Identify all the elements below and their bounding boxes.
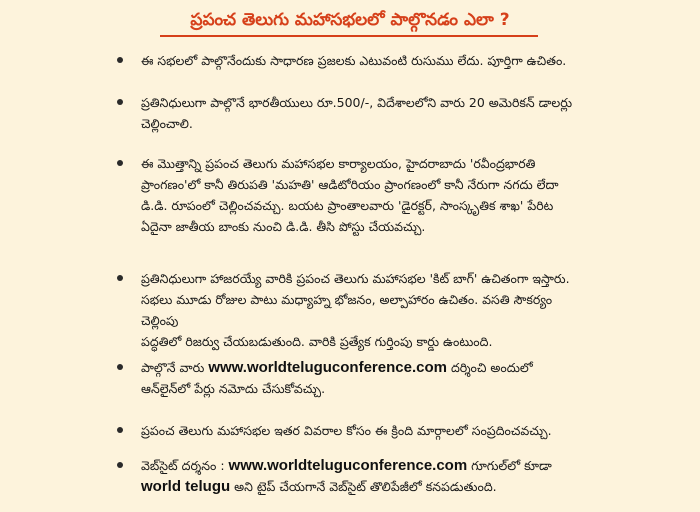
item-line: డి.డి. రూపంలో చెల్లించవచ్చు. బయట ప్రాంతాలవారు 'డైరక్టర్, సాంస్కృతిక శాఖ' పేరిట (141, 198, 554, 213)
item-text (141, 92, 593, 134)
item-line: ఈ మొత్తాన్ని ప్రపంచ తెలుగు మహాసభల కార్యాలయం, హైదరాబాదు 'రవీంద్రభారతి (141, 156, 536, 171)
item-text-segment: పాల్గొనే వారు (141, 360, 205, 375)
bullet-icon (117, 275, 123, 281)
item-line: సభలు మూడు రోజుల పాటు మధ్యాహ్న భోజనం, అల్పాహారం ఉచితం. వసతి సౌకర్యం చెల్లింపు (141, 292, 553, 328)
item-line: ప్రాంగణం'లో కానీ తిరుపతి 'మహతి' ఆడిటోరియం ప్రాంగణంలో కానీ నేరుగా నగదు లేదా (141, 177, 559, 192)
bullet-icon (117, 57, 123, 63)
search-term: world telugu (141, 478, 231, 495)
item-text (141, 455, 593, 497)
item-text (141, 357, 593, 399)
bullet-icon (117, 99, 123, 105)
item-text-segment: గూగుల్‌లో కూడా (471, 458, 552, 473)
item-text (141, 268, 593, 352)
website-link[interactable]: www.worldteluguconference.com (228, 457, 468, 474)
bullet-icon (117, 427, 123, 433)
bullet-icon (117, 462, 123, 468)
page-title: ప్రపంచ తెలుగు మహాసభలలో పాల్గొనడం ఎలా ? (190, 10, 510, 30)
item-text-segment: దర్శించి అందులో (450, 360, 533, 375)
item-line: పద్ధతిలో రిజర్వు చేయబడుతుంది. వారికి ప్రత్యేక గుర్తింపు కార్డు ఉంటుంది. (141, 334, 493, 349)
item-text (141, 153, 593, 237)
item-line (141, 455, 593, 476)
bullet-icon (117, 160, 123, 166)
item-line: చెల్లించాలి. (141, 116, 193, 131)
item-line: ఏదైనా జాతీయ బాంకు నుంచి డి.డి. తీసి పోస్టు చేయవచ్చు. (141, 219, 426, 234)
item-line: ప్రపంచ తెలుగు మహాసభల ఇతర వివరాల కోసం ఈ క్రింది మార్గాలలో సంప్రదించవచ్చు. (141, 423, 552, 438)
item-text-segment: అని టైప్ చేయగానే వెబ్‌సైట్ తొలిపేజీలో కనపడుతుంది. (234, 479, 497, 494)
item-text (141, 420, 593, 441)
item-line: ప్రతినిధులుగా హాజరయ్యే వారికి ప్రపంచ తెలుగు మహాసభల 'కిట్ బాగ్' ఉచితంగా ఇస్తారు. (141, 271, 570, 286)
bullet-icon (117, 364, 123, 370)
item-line: ఆన్‌లైన్‌లో పేర్లు నమోదు చేసుకోవచ్చు. (141, 381, 326, 396)
title-underline (160, 35, 538, 37)
item-text (141, 50, 593, 71)
item-line: ఈ సభలలో పాల్గొనేందుకు సాధారణ ప్రజలకు ఎటువంటి రుసుము లేదు. పూర్తిగా ఉచితం. (141, 53, 567, 68)
item-text-segment: వెబ్‌సైట్ దర్శనం : (141, 458, 225, 473)
item-line (141, 357, 593, 378)
item-line (141, 476, 593, 497)
item-line: ప్రతినిధులుగా పాల్గొనే భారతీయులు రూ.500/-, విదేశాలలోని వారు 20 అమెరికన్ డాలర్లు (141, 95, 573, 110)
website-link[interactable]: www.worldteluguconference.com (208, 359, 447, 376)
